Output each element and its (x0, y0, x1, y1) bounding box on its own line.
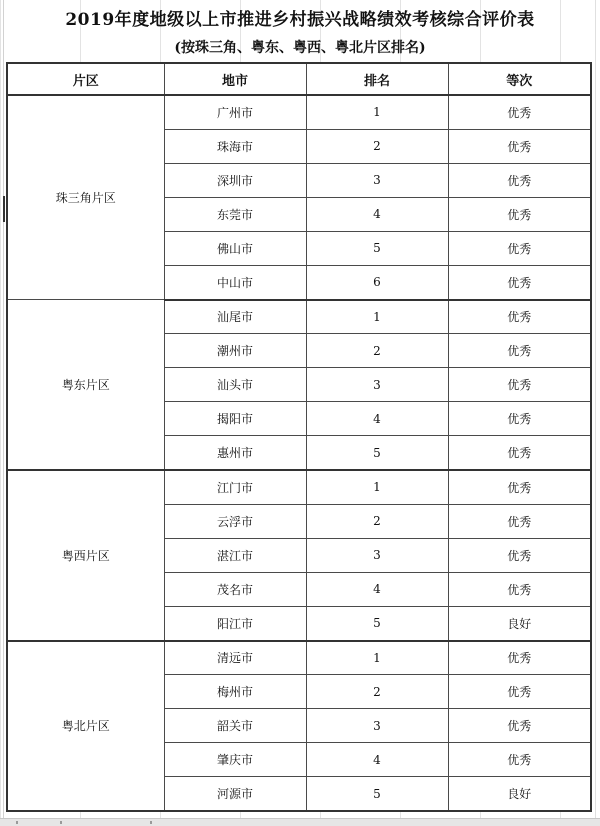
rank-cell[interactable]: 4 (306, 572, 448, 606)
rank-cell[interactable]: 3 (306, 163, 448, 197)
rank-cell[interactable]: 5 (306, 436, 448, 470)
rank-cell[interactable]: 6 (306, 265, 448, 299)
table-row (7, 95, 591, 129)
rank-cell[interactable]: 5 (306, 231, 448, 265)
rank-cell[interactable]: 2 (306, 504, 448, 538)
rank-cell[interactable]: 4 (306, 402, 448, 436)
ranking-table (6, 62, 592, 812)
table-row (7, 300, 591, 334)
grade-cell[interactable]: 优秀 (448, 436, 591, 470)
city-cell[interactable]: 清远市 (164, 641, 306, 675)
city-cell[interactable]: 河源市 (164, 777, 306, 811)
region-cell[interactable]: 粤北片区 (7, 641, 164, 812)
city-cell[interactable]: 佛山市 (164, 231, 306, 265)
table-row (7, 641, 591, 675)
scrollbar-grip-mark (16, 821, 18, 824)
grade-cell[interactable]: 优秀 (448, 368, 591, 402)
rank-cell[interactable]: 1 (306, 470, 448, 504)
grade-cell[interactable]: 优秀 (448, 572, 591, 606)
header-grade[interactable]: 等次 (448, 63, 591, 95)
page-title: 2019年度地级以上市推进乡村振兴战略绩效考核综合评价表 (65, 10, 535, 30)
rank-cell[interactable]: 5 (306, 606, 448, 640)
rank-cell[interactable]: 1 (306, 641, 448, 675)
table-header-row (7, 63, 591, 95)
grade-cell[interactable]: 优秀 (448, 641, 591, 675)
grade-cell[interactable]: 良好 (448, 606, 591, 640)
rank-cell[interactable]: 4 (306, 743, 448, 777)
grade-cell[interactable]: 优秀 (448, 300, 591, 334)
grade-cell[interactable]: 优秀 (448, 675, 591, 709)
rank-cell[interactable]: 5 (306, 777, 448, 811)
rank-cell[interactable]: 3 (306, 709, 448, 743)
grade-cell[interactable]: 优秀 (448, 163, 591, 197)
table-row (7, 470, 591, 504)
city-cell[interactable]: 云浮市 (164, 504, 306, 538)
table-body (7, 95, 591, 811)
rank-cell[interactable]: 2 (306, 334, 448, 368)
grade-cell[interactable]: 优秀 (448, 709, 591, 743)
grade-cell[interactable]: 优秀 (448, 743, 591, 777)
rank-cell[interactable]: 3 (306, 538, 448, 572)
rank-cell[interactable]: 1 (306, 95, 448, 129)
city-cell[interactable]: 韶关市 (164, 709, 306, 743)
city-cell[interactable]: 深圳市 (164, 163, 306, 197)
city-cell[interactable]: 茂名市 (164, 572, 306, 606)
city-cell[interactable]: 惠州市 (164, 436, 306, 470)
sheet-left-edge (3, 0, 4, 818)
grade-cell[interactable]: 优秀 (448, 402, 591, 436)
grade-cell[interactable]: 优秀 (448, 334, 591, 368)
city-cell[interactable]: 揭阳市 (164, 402, 306, 436)
sheet-right-edge (595, 0, 596, 818)
grade-cell[interactable]: 良好 (448, 777, 591, 811)
region-cell[interactable]: 粤西片区 (7, 470, 164, 640)
rank-cell[interactable]: 1 (306, 300, 448, 334)
grade-cell[interactable]: 优秀 (448, 538, 591, 572)
city-cell[interactable]: 湛江市 (164, 538, 306, 572)
grade-cell[interactable]: 优秀 (448, 197, 591, 231)
region-cell[interactable]: 珠三角片区 (7, 95, 164, 300)
scrollbar-grip-mark (60, 821, 62, 824)
row-resize-handle[interactable] (3, 196, 5, 222)
city-cell[interactable]: 江门市 (164, 470, 306, 504)
city-cell[interactable]: 汕头市 (164, 368, 306, 402)
rank-cell[interactable]: 4 (306, 197, 448, 231)
scrollbar-grip-mark (150, 821, 152, 824)
city-cell[interactable]: 阳江市 (164, 606, 306, 640)
city-cell[interactable]: 广州市 (164, 95, 306, 129)
city-cell[interactable]: 汕尾市 (164, 300, 306, 334)
city-cell[interactable]: 梅州市 (164, 675, 306, 709)
header-rank[interactable]: 排名 (306, 63, 448, 95)
city-cell[interactable]: 潮州市 (164, 334, 306, 368)
grade-cell[interactable]: 优秀 (448, 231, 591, 265)
header-region[interactable]: 片区 (7, 63, 164, 95)
grade-cell[interactable]: 优秀 (448, 129, 591, 163)
grade-cell[interactable]: 优秀 (448, 504, 591, 538)
region-cell[interactable]: 粤东片区 (7, 300, 164, 470)
city-cell[interactable]: 珠海市 (164, 129, 306, 163)
city-cell[interactable]: 东莞市 (164, 197, 306, 231)
grade-cell[interactable]: 优秀 (448, 265, 591, 299)
rank-cell[interactable]: 3 (306, 368, 448, 402)
grade-cell[interactable]: 优秀 (448, 95, 591, 129)
rank-cell[interactable]: 2 (306, 129, 448, 163)
rank-cell[interactable]: 2 (306, 675, 448, 709)
page-subtitle: (按珠三角、粤东、粤西、粤北片区排名) (174, 40, 426, 56)
city-cell[interactable]: 肇庆市 (164, 743, 306, 777)
header-city[interactable]: 地市 (164, 63, 306, 95)
grade-cell[interactable]: 优秀 (448, 470, 591, 504)
city-cell[interactable]: 中山市 (164, 265, 306, 299)
